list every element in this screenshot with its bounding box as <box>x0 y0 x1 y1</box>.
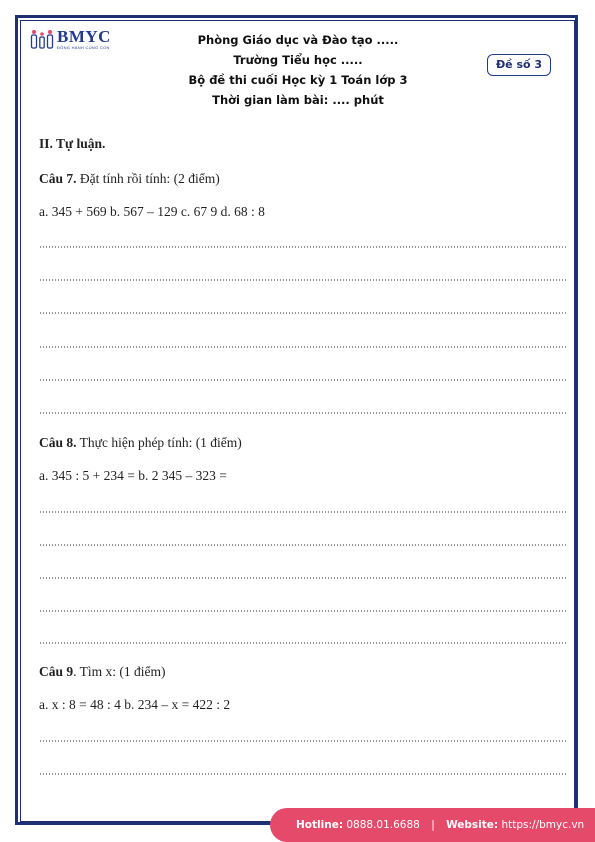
header-duration: Thời gian làm bài: .... phút <box>212 93 384 107</box>
exam-number-badge: Đề số 3 <box>487 54 551 76</box>
answer-line <box>39 379 567 381</box>
answer-line <box>39 511 567 513</box>
exam-header <box>150 30 446 110</box>
website-link[interactable]: https://bmyc.vn <box>501 819 585 831</box>
question-9-prompt: . Tìm x: (1 điểm) <box>73 664 166 679</box>
brand-name: BMYC <box>57 27 111 46</box>
question-7-heading <box>39 171 220 187</box>
answer-line <box>39 544 567 546</box>
question-9-label: Câu 9 <box>39 664 74 679</box>
brand-tagline: ĐỒNG HÀNH CÙNG CON <box>57 45 110 50</box>
question-7-content: a. 345 + 569 b. 567 – 129 c. 67 9 d. 68 : 8 <box>39 204 265 219</box>
header-department: Phòng Giáo dục và Đào tạo ..... <box>197 33 399 47</box>
section-title: II. Tự luận. <box>39 136 106 151</box>
question-8-content: a. 345 : 5 + 234 = b. 2 345 – 323 = <box>39 468 227 483</box>
header-exam-title: Bộ đề thi cuối Học kỳ 1 Toán lớp 3 <box>188 73 408 87</box>
question-9-heading <box>39 664 166 680</box>
question-9-content: a. x : 8 = 48 : 4 b. 234 – x = 422 : 2 <box>39 697 231 712</box>
question-8-prompt: Thực hiện phép tính: (1 điểm) <box>76 435 242 450</box>
answer-line <box>39 312 567 314</box>
answer-line <box>39 577 567 579</box>
question-8-heading <box>39 435 242 451</box>
question-8-label: Câu 8. <box>39 435 77 450</box>
hotline-number[interactable]: 0888.01.6688 <box>346 819 420 831</box>
answer-line <box>39 279 567 281</box>
footer-separator: | <box>431 819 435 831</box>
answer-line <box>39 773 567 775</box>
hotline-label: Hotline: <box>296 819 344 831</box>
answer-line <box>39 346 567 348</box>
answer-line <box>39 642 567 644</box>
answer-line <box>39 740 567 742</box>
answer-line <box>39 610 567 612</box>
question-7-prompt: Đặt tính rồi tính: (2 điểm) <box>76 171 220 186</box>
family-icon <box>30 28 54 50</box>
answer-line <box>39 246 567 248</box>
brand-logo <box>30 28 111 50</box>
question-7-label: Câu 7. <box>39 171 77 186</box>
footer-contact-bar <box>270 808 595 842</box>
header-school: Trường Tiểu học ..... <box>233 53 363 67</box>
website-label: Website: <box>446 819 499 831</box>
answer-line <box>39 412 567 414</box>
